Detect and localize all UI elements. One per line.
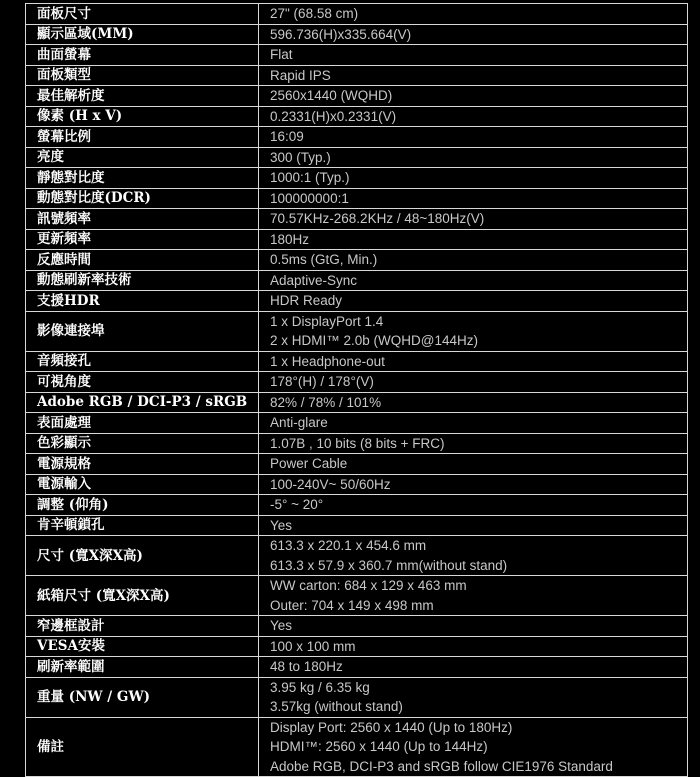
spec-value xyxy=(259,433,688,454)
spec-value xyxy=(259,45,688,66)
spec-label: 面板類型 xyxy=(26,65,259,86)
spec-value xyxy=(259,311,688,351)
spec-value xyxy=(259,657,688,678)
spec-label: 重量 (NW / GW) xyxy=(26,677,259,717)
spec-value xyxy=(259,24,688,45)
spec-label: 肯辛頓鎖孔 xyxy=(26,515,259,536)
spec-label: 支援HDR xyxy=(26,291,259,312)
spec-value-line: 1.07B , 10 bits (8 bits + FRC) xyxy=(270,435,445,451)
spec-label: 更新頻率 xyxy=(26,229,259,250)
spec-table xyxy=(25,3,688,777)
spec-label: 色彩顯示 xyxy=(26,433,259,454)
spec-value xyxy=(259,168,688,189)
spec-value-line: 48 to 180Hz xyxy=(270,659,343,674)
spec-value-line: WW carton: 684 x 129 x 463 mm xyxy=(270,578,467,593)
spec-value-line: HDR Ready xyxy=(270,293,343,308)
spec-row xyxy=(26,677,688,717)
spec-value-line: 100000000:1 xyxy=(270,190,349,206)
spec-label: 音頻接孔 xyxy=(26,351,259,372)
spec-value xyxy=(259,454,688,475)
spec-label: 紙箱尺寸 (寬X深X高) xyxy=(26,576,259,616)
spec-label: Adobe RGB / DCI-P3 / sRGB xyxy=(26,392,259,413)
spec-value-line: Anti-glare xyxy=(270,415,328,430)
spec-value-line: 1 x Headphone-out xyxy=(270,353,385,369)
spec-row xyxy=(26,291,688,312)
spec-row xyxy=(26,188,688,209)
spec-value-line: 70.57KHz-268.2KHz / 48~180Hz(V) xyxy=(270,211,485,226)
spec-row xyxy=(26,86,688,107)
spec-label: 最佳解析度 xyxy=(26,86,259,107)
spec-label: 動態刷新率技術 xyxy=(26,270,259,291)
spec-row xyxy=(26,127,688,148)
spec-value-line: Adobe RGB, DCI-P3 and sRGB follow CIE1976 Standard xyxy=(270,758,613,774)
spec-label: 靜態對比度 xyxy=(26,168,259,189)
spec-value xyxy=(259,392,688,413)
spec-row xyxy=(26,168,688,189)
spec-value-line: 596.736(H)x335.664(V) xyxy=(270,26,412,42)
spec-value xyxy=(259,351,688,372)
spec-value-line: Flat xyxy=(270,47,293,62)
spec-value xyxy=(259,616,688,637)
spec-row xyxy=(26,495,688,516)
spec-label: 調整 (仰角) xyxy=(26,495,259,516)
spec-row xyxy=(26,147,688,168)
spec-label: 刷新率範圍 xyxy=(26,657,259,678)
spec-value-line: Adaptive-Sync xyxy=(270,272,358,288)
spec-value-line: 180Hz xyxy=(270,231,310,247)
spec-label: 電源規格 xyxy=(26,454,259,475)
spec-value-line: 2 x HDMI™ 2.0b (WQHD@144Hz) xyxy=(270,333,478,348)
spec-value-line: 100 x 100 mm xyxy=(270,638,356,654)
spec-row xyxy=(26,636,688,657)
spec-label: 像素 (H x V) xyxy=(26,106,259,127)
spec-value-line: 82% / 78% / 101% xyxy=(270,394,382,410)
spec-value-line: Outer: 704 x 149 x 498 mm xyxy=(270,597,434,613)
spec-value-line: 300 (Typ.) xyxy=(270,149,331,165)
spec-value xyxy=(259,636,688,657)
spec-row xyxy=(26,454,688,475)
spec-value-line: -5° ~ 20° xyxy=(270,497,324,512)
spec-value-line: HDMI™: 2560 x 1440 (Up to 144Hz) xyxy=(270,739,488,754)
spec-label: 螢幕比例 xyxy=(26,127,259,148)
spec-row xyxy=(26,474,688,495)
spec-row xyxy=(26,65,688,86)
spec-label: 反應時間 xyxy=(26,250,259,271)
spec-value xyxy=(259,4,688,25)
spec-value-line: Display Port: 2560 x 1440 (Up to 180Hz) xyxy=(270,719,513,735)
spec-row xyxy=(26,576,688,616)
spec-value-line: 613.3 x 57.9 x 360.7 mm(without stand) xyxy=(270,557,508,573)
spec-value-line: 178°(H) / 178°(V) xyxy=(270,374,374,389)
spec-value-line: Yes xyxy=(270,517,293,533)
spec-value-line: Power Cable xyxy=(270,456,348,471)
spec-value xyxy=(259,474,688,495)
spec-row xyxy=(26,657,688,678)
spec-row xyxy=(26,209,688,230)
spec-row xyxy=(26,515,688,536)
spec-row xyxy=(26,433,688,454)
spec-label: 窄邊框設計 xyxy=(26,616,259,637)
spec-label: 影像連接埠 xyxy=(26,311,259,351)
spec-value-line: 16:09 xyxy=(270,129,304,144)
spec-value xyxy=(259,495,688,516)
spec-value-line: 1000:1 (Typ.) xyxy=(270,170,350,185)
spec-value-line: Yes xyxy=(270,618,293,633)
spec-label: 動態對比度(DCR) xyxy=(26,188,259,209)
spec-value xyxy=(259,188,688,209)
spec-value-line: 100-240V~ 50/60Hz xyxy=(270,476,391,492)
spec-label: 顯示區域(MM) xyxy=(26,24,259,45)
spec-value-line: 1 x DisplayPort 1.4 xyxy=(270,313,384,329)
spec-value xyxy=(259,65,688,86)
spec-value xyxy=(259,127,688,148)
spec-value xyxy=(259,413,688,434)
spec-value xyxy=(259,677,688,717)
spec-value-line: 0.2331(H)x0.2331(V) xyxy=(270,108,397,124)
spec-value xyxy=(259,86,688,107)
spec-value-line: 27" (68.58 cm) xyxy=(270,6,359,21)
spec-value-line: 0.5ms (GtG, Min.) xyxy=(270,252,378,267)
spec-label: 訊號頻率 xyxy=(26,209,259,230)
spec-label: 亮度 xyxy=(26,147,259,168)
spec-value xyxy=(259,147,688,168)
spec-value xyxy=(259,229,688,250)
spec-row xyxy=(26,4,688,25)
spec-value-line: 2560x1440 (WQHD) xyxy=(270,88,393,103)
spec-label: 尺寸 (寬X深X高) xyxy=(26,536,259,576)
spec-row xyxy=(26,392,688,413)
spec-value xyxy=(259,536,688,576)
spec-value xyxy=(259,250,688,271)
spec-value xyxy=(259,515,688,536)
spec-row xyxy=(26,351,688,372)
spec-row xyxy=(26,536,688,576)
spec-row xyxy=(26,24,688,45)
spec-value-line: 3.95 kg / 6.35 kg xyxy=(270,679,370,695)
spec-value-line: 3.57kg (without stand) xyxy=(270,699,403,714)
spec-label: 面板尺寸 xyxy=(26,4,259,25)
spec-label: 可視角度 xyxy=(26,372,259,393)
spec-value xyxy=(259,372,688,393)
spec-row xyxy=(26,270,688,291)
spec-value xyxy=(259,576,688,616)
spec-row xyxy=(26,106,688,127)
spec-row xyxy=(26,616,688,637)
spec-value xyxy=(259,106,688,127)
spec-label: 電源輸入 xyxy=(26,474,259,495)
spec-row xyxy=(26,229,688,250)
spec-table-body xyxy=(26,4,688,777)
spec-value-line: Rapid IPS xyxy=(270,67,331,83)
spec-value xyxy=(259,270,688,291)
spec-row xyxy=(26,311,688,351)
spec-value xyxy=(259,209,688,230)
spec-label: 表面處理 xyxy=(26,413,259,434)
spec-label: VESA安裝 xyxy=(26,636,259,657)
spec-row xyxy=(26,413,688,434)
spec-row xyxy=(26,250,688,271)
spec-label: 曲面螢幕 xyxy=(26,45,259,66)
spec-label: 備註 xyxy=(26,717,259,777)
spec-value-line: 613.3 x 220.1 x 454.6 mm xyxy=(270,538,427,553)
spec-value xyxy=(259,291,688,312)
spec-row xyxy=(26,372,688,393)
spec-row xyxy=(26,45,688,66)
